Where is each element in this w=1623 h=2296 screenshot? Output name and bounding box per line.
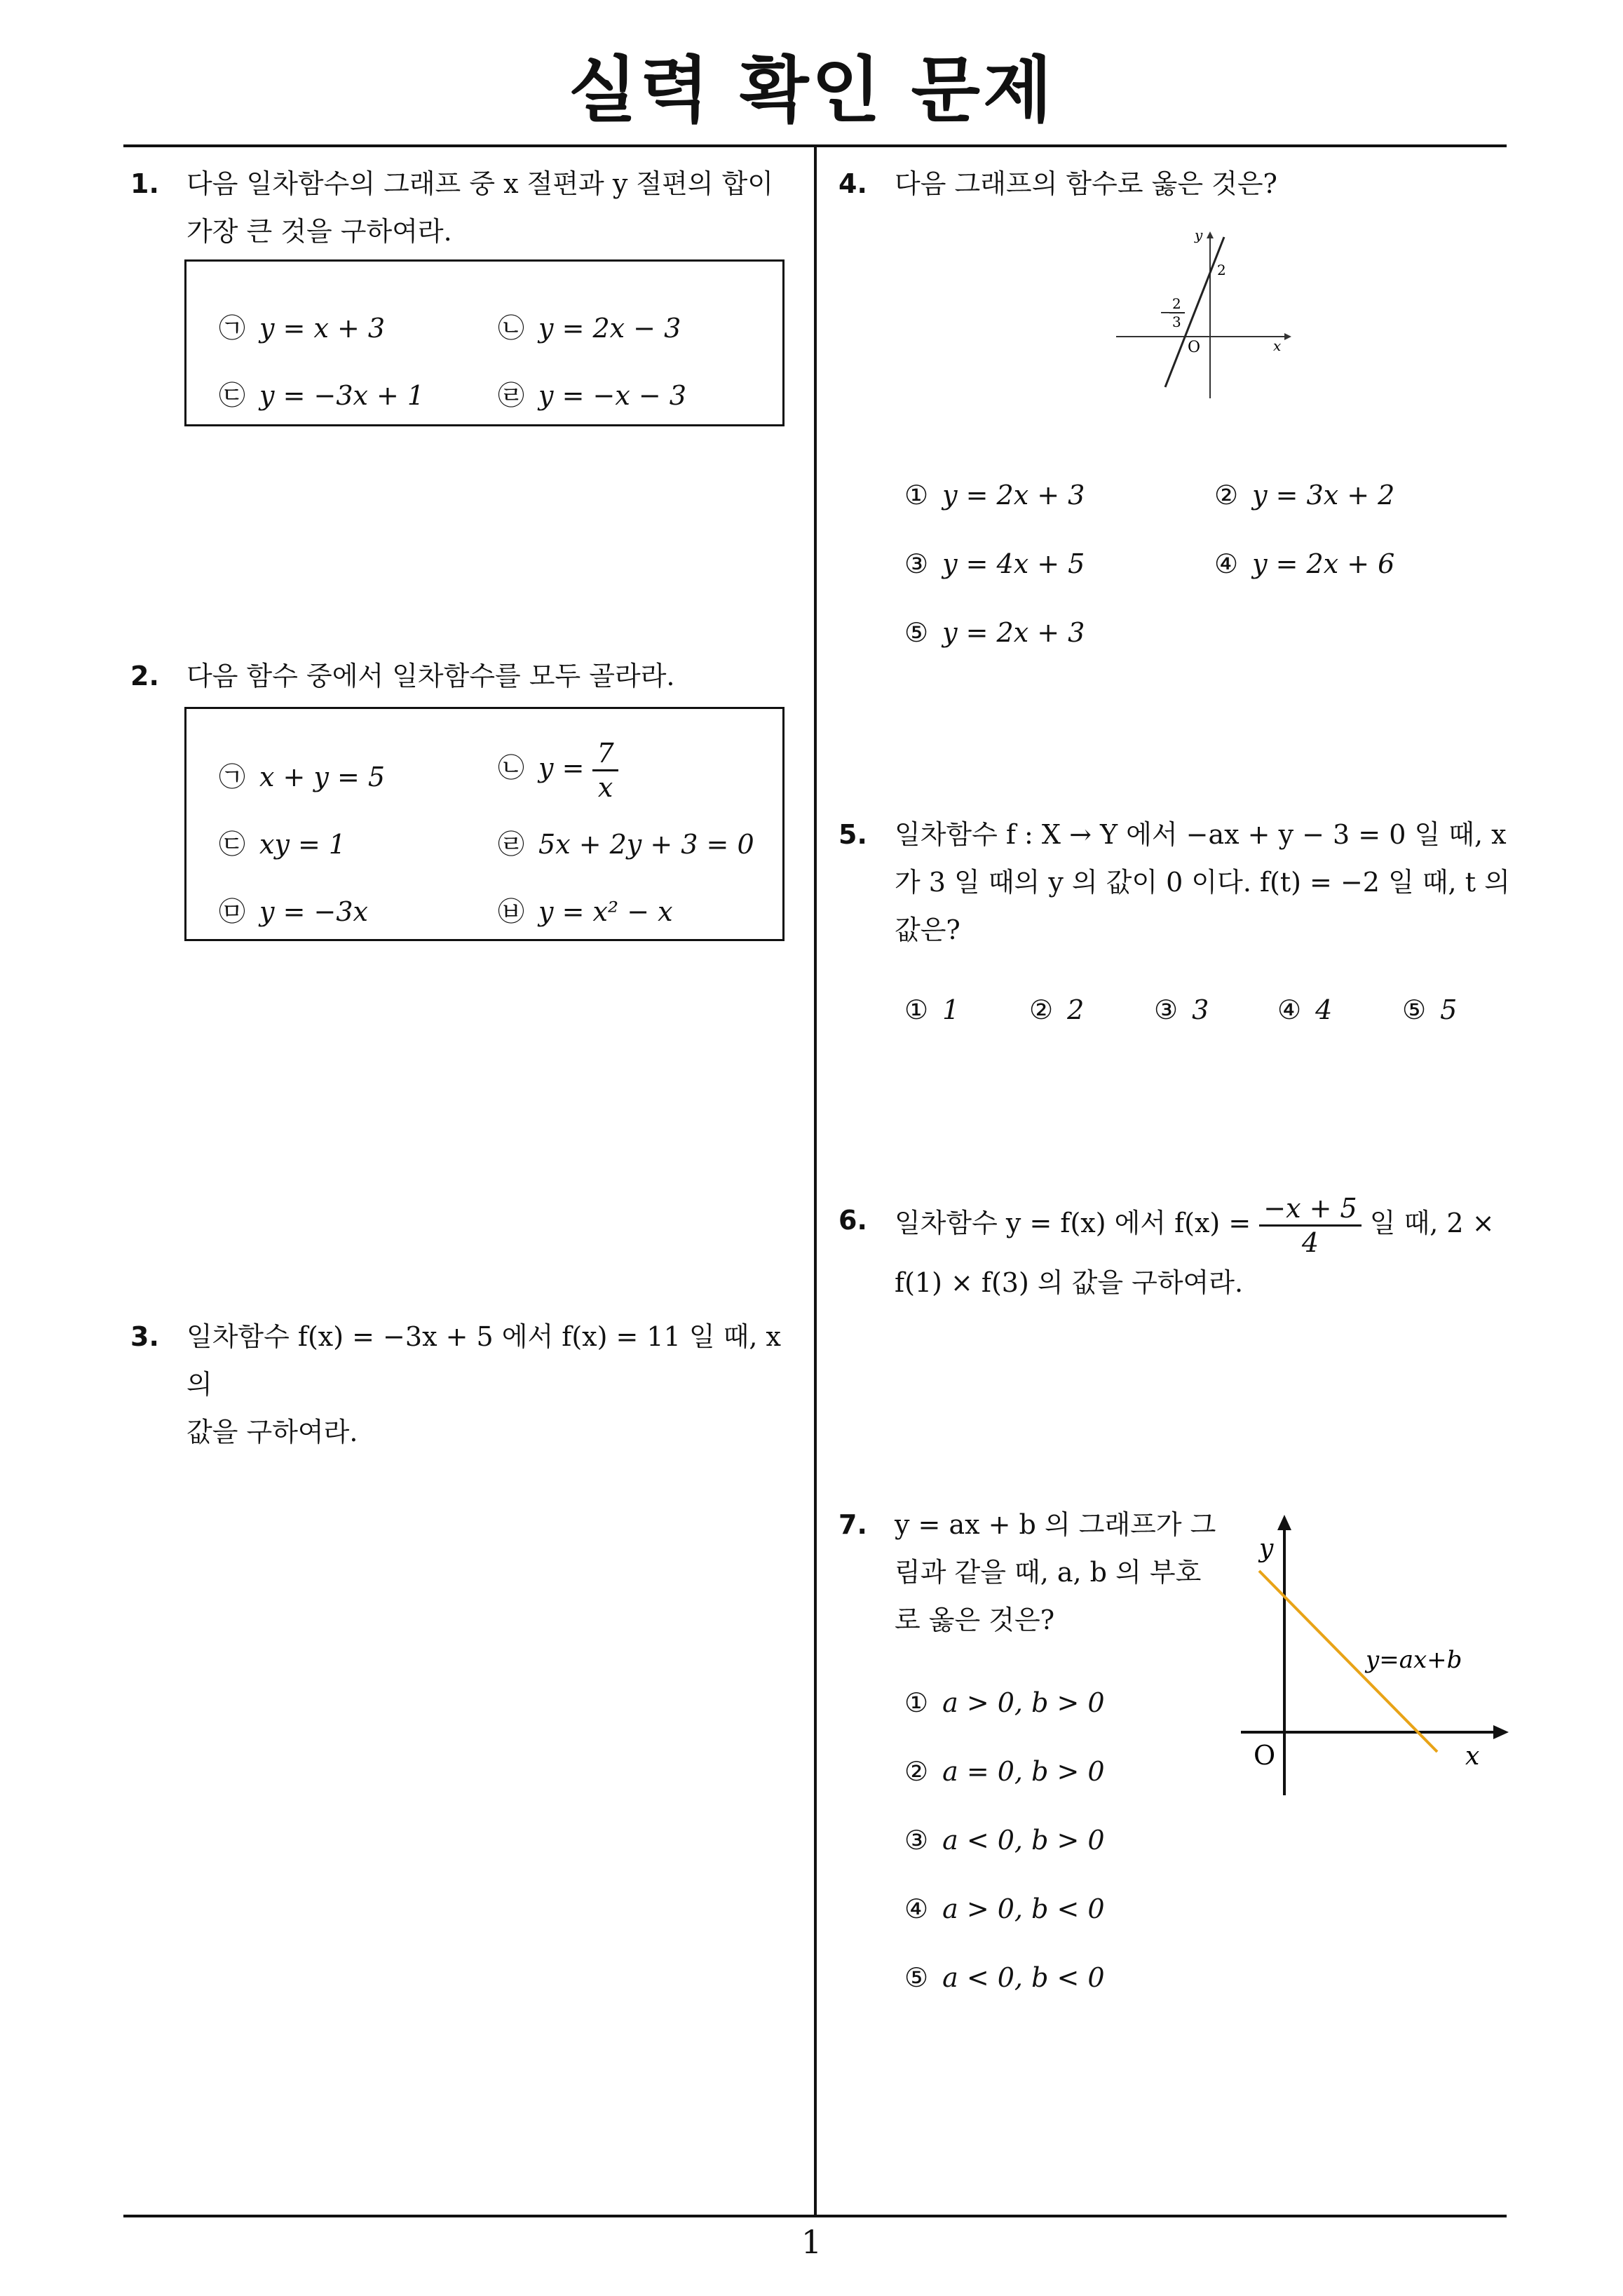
y-axis-label: y [1259,1534,1274,1563]
page-title: 실력 확인 문제 [568,49,1055,133]
footer-rule [123,2215,1507,2217]
answer-option[interactable]: ④ 4 [1277,994,1333,1025]
answer-option[interactable]: ① y = 2x + 3 [904,480,1085,511]
problem-4-graph [1115,224,1297,400]
choice-item: ㉢ xy = 1 [219,829,346,860]
origin-label: O [1188,339,1201,356]
y-axis-arrow [1277,1515,1291,1530]
y-axis-arrow [1207,231,1214,238]
answer-option[interactable]: ② a = 0, b > 0 [904,1756,1105,1787]
problem-5 [838,811,1526,954]
problem-7 [838,1501,1231,1644]
problem-text: y = ax + b 의 그래프가 그 림과 같을 때, a, b 의 부호 로 옳은 것은? [895,1509,1216,1635]
problem-text: 일차함수 y = f(x) 에서 f(x) = $\frac{-x + 5}{4}$ 일 때, 2 × f(1) × f(3) 의 값을 구하여라. [895,1193,1495,1298]
fraction: $\frac{-x + 5}{4}$ [1259,1192,1361,1259]
choice-item: ㉡ y = 2x − 3 [498,313,681,344]
column-divider [814,146,817,2216]
problem-2 [130,652,803,700]
problem-number: 3. [130,1321,159,1352]
answer-option[interactable]: ① a > 0, b > 0 [904,1687,1105,1718]
choice-item: ㉠ x + y = 5 [219,762,386,792]
problem-text: 일차함수 f : X → Y 에서 −ax + y − 3 = 0 일 때, x 가 3 일 때의 y 의 값이 0 이다. f(t) = −2 일 때, t 의 값은? [895,819,1510,945]
problem-number: 7. [838,1509,867,1540]
x-intercept-num: 2 [1172,295,1181,312]
origin-label: O [1254,1740,1276,1771]
answer-option[interactable]: ⑤ y = 2x + 3 [904,617,1085,648]
line-label: y=ax+b [1366,1646,1462,1674]
x-axis-label: x [1465,1742,1480,1771]
y-axis-label: y [1195,227,1203,243]
problem-text: 다음 일차함수의 그래프 중 x 절편과 y 절편의 합이 가장 큰 것을 구하여라. [186,168,773,247]
answer-option[interactable]: ② 2 [1029,994,1085,1025]
choice-item: ㉠ y = x + 3 [219,313,386,344]
answer-option[interactable]: ③ y = 4x + 5 [904,548,1085,579]
problem-1 [130,160,803,255]
answer-option[interactable]: ④ y = 2x + 6 [1214,548,1395,579]
choice-item: ㉢ y = −3x + 1 [219,380,425,411]
x-intercept-sign: − [1160,304,1172,320]
problem-3 [130,1313,803,1456]
x-axis-arrow [1284,333,1291,340]
x-axis-arrow [1493,1725,1509,1739]
choice-box-2 [184,707,785,941]
problem-4 [838,160,1512,208]
choice-item: ㉣ y = −x − 3 [498,380,686,411]
answer-option[interactable]: ③ a < 0, b > 0 [904,1825,1105,1856]
problem-number: 2. [130,661,159,691]
answer-option[interactable]: ① 1 [904,994,960,1025]
problem-text: 다음 함수 중에서 일차함수를 모두 골라라. [186,661,675,691]
answer-option[interactable]: ② y = 3x + 2 [1214,480,1395,511]
answer-option[interactable]: ③ 3 [1154,994,1209,1025]
problem-text: 일차함수 f(x) = −3x + 5 에서 f(x) = 11 일 때, x 의 값을 구하여라. [186,1321,781,1447]
answer-option[interactable]: ⑤ a < 0, b < 0 [904,1962,1105,1993]
x-intercept-den: 3 [1172,313,1181,330]
choice-item: ㉤ y = −3x [219,896,368,927]
y-intercept-label: 2 [1217,262,1226,278]
problem-number: 6. [838,1205,867,1236]
answer-option[interactable]: ⑤ 5 [1402,994,1458,1025]
choice-box-1 [184,259,785,426]
problem-number: 4. [838,168,867,199]
problem-number: 5. [838,819,867,850]
answer-option[interactable]: ④ a > 0, b < 0 [904,1893,1105,1924]
choice-item: ㉡ y = $\frac{7}{x}$ [498,737,618,804]
x-axis-label: x [1273,337,1282,354]
page-number: 1 [801,2223,822,2261]
choice-item: ㉥ y = x² − x [498,896,673,927]
problem-text: 다음 그래프의 함수로 옳은 것은? [895,168,1277,199]
problem-number: 1. [130,168,159,199]
problem-6 [838,1192,1526,1306]
problem-7-graph [1234,1508,1514,1802]
choice-item: ㉣ 5x + 2y + 3 = 0 [498,829,754,860]
